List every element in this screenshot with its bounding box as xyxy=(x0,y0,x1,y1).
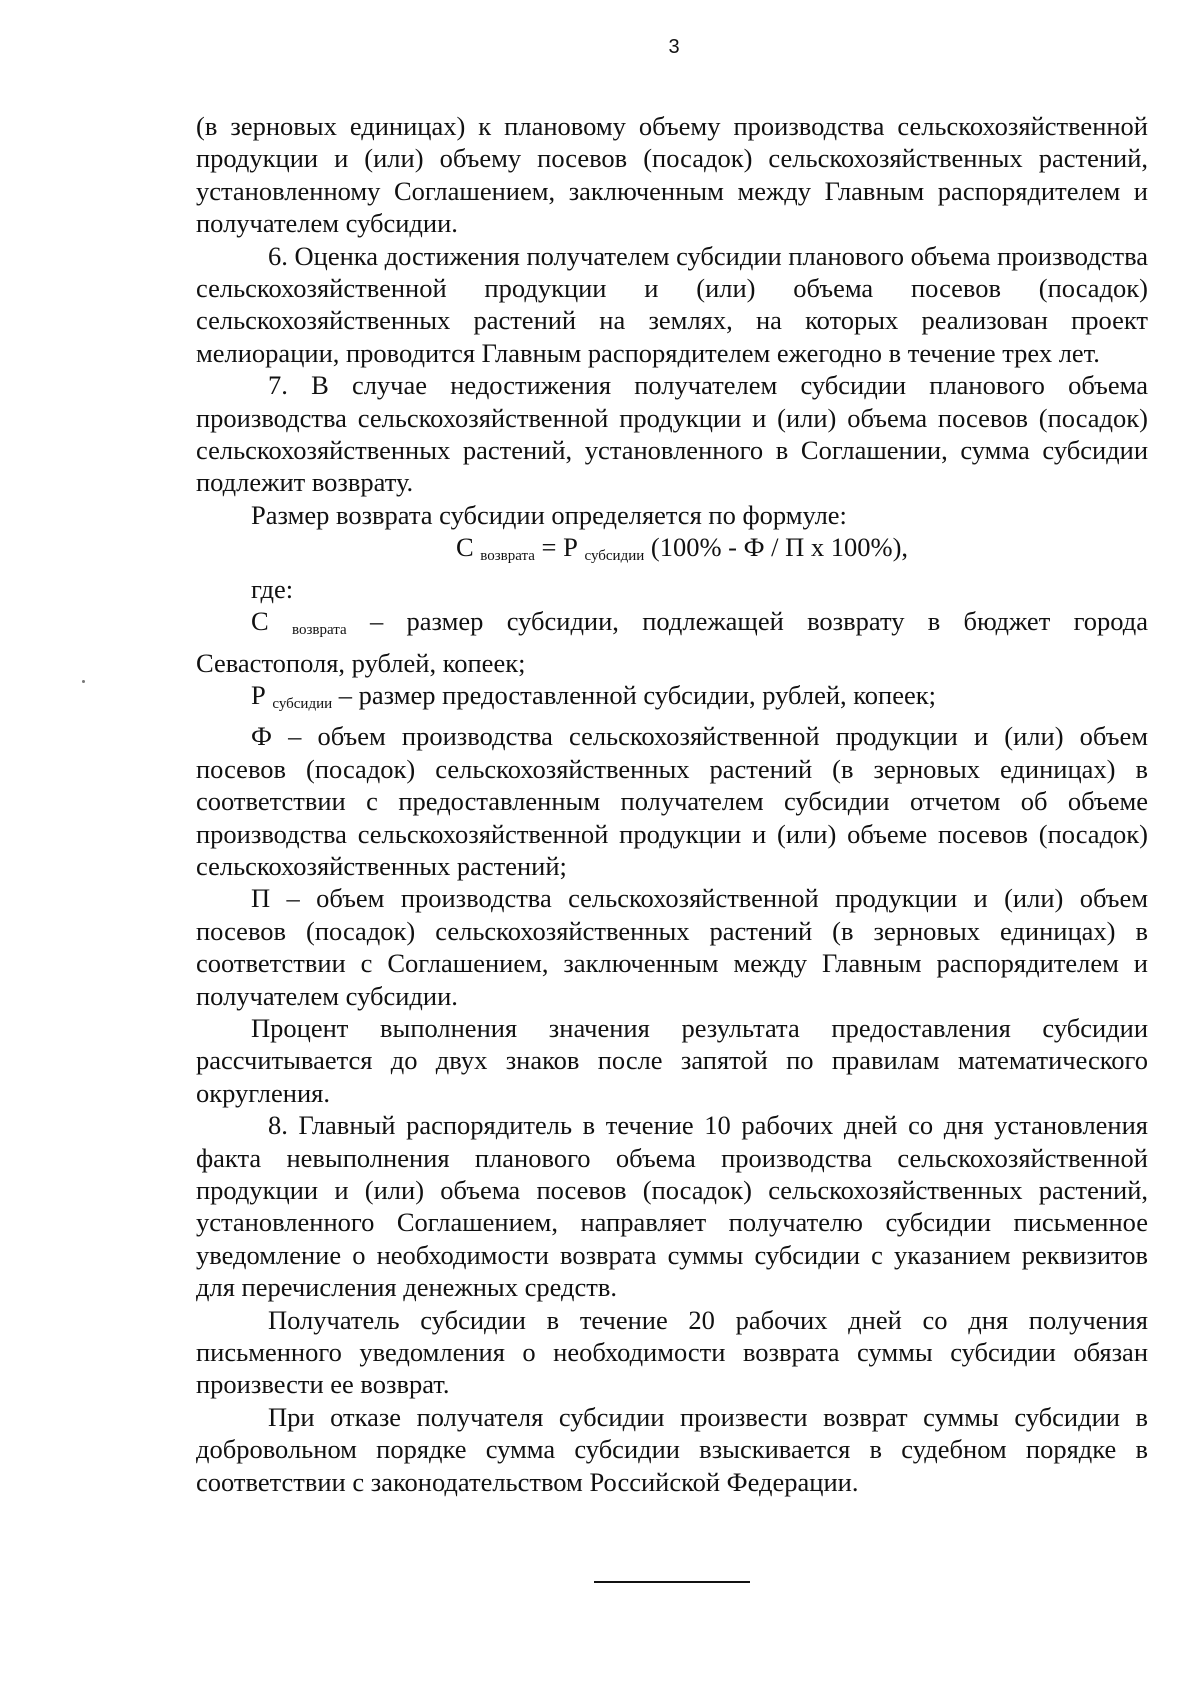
where-label: где: xyxy=(251,573,294,604)
paragraph-continuation: (в зерновых единицах) к плановому объему производства сельскохозяйственной продукции и (или) объему посевов (посадок) сельскохозяйственных растений, установленному Соглашением, заключенным между Главным распорядителем и получателем субсидии. xyxy=(196,111,1148,239)
formula-equals: = xyxy=(541,532,557,563)
formula-lhs-subscript: возврата xyxy=(480,548,535,565)
paragraph-7: 7. В случае недостижения получателем субсидии планового объема производства сельскохозяйственной продукции и (или) объема посевов (посадок) сельскохозяйственных растений, установленного в Соглашении, сумма субсидии подлежит возврату. xyxy=(196,370,1148,498)
paragraph-refusal: При отказе получателя субсидии произвести возврат суммы субсидии в добровольном порядке сумма субсидии взыскивается в судебном порядке в соответствии с законодательством Российской Федерации. xyxy=(196,1401,1148,1497)
formula-lhs-symbol: С xyxy=(455,532,474,563)
definition-r xyxy=(196,679,1148,720)
formula-rhs-subscript: субсидии xyxy=(584,548,645,565)
definition-c-symbol: С xyxy=(251,606,269,637)
formula-rhs-expression: (100% - Ф / П х 100%), xyxy=(650,532,909,563)
page-number: 3 xyxy=(668,36,680,58)
definition-c-subscript: возврата xyxy=(292,622,347,639)
document-body xyxy=(196,110,1148,1498)
end-of-document-rule xyxy=(594,1581,750,1583)
scan-speck xyxy=(82,680,85,683)
definition-c-text: – размер субсидии, подлежащей возврату в бюджет города Севастополя, рублей, копеек; xyxy=(196,606,1149,678)
paragraph-return-term: Получатель субсидии в течение 20 рабочих дней со дня получения письменного уведомления о необходимости возврата суммы субсидии обязан произвести ее возврат. xyxy=(196,1304,1148,1400)
definition-r-symbol: Р xyxy=(251,679,266,710)
formula xyxy=(196,531,1148,572)
formula-intro: Размер возврата субсидии определяется по формуле: xyxy=(251,499,847,530)
definition-p: П – объем производства сельскохозяйственной продукции и (или) объем посевов (посадок) сельскохозяйственных растений (в зерновых единицах) в соответствии с Соглашением, заключенным между Главным распорядителем и получателем субсидии. xyxy=(196,883,1148,1011)
paragraph-8: 8. Главный распорядитель в течение 10 рабочих дней со дня установления факта невыполнения планового объема производства сельскохозяйственной продукции и (или) объема посевов (посадок) сельскохозяйственных растений, установленного Соглашением, направляет получателю субсидии письменное уведомление о необходимости возврата суммы субсидии с указанием реквизитов для перечисления денежных средств. xyxy=(196,1110,1148,1303)
definition-r-subscript: субсидии xyxy=(272,695,333,712)
definition-f: Ф – объем производства сельскохозяйственной продукции и (или) объем посевов (посадок) сельскохозяйственных растений (в зерновых единицах) в соответствии с предоставленным получателем субсидии отчетом об объеме производства сельскохозяйственной продукции и (или) объеме посевов (посадок) сельскохозяйственных растений; xyxy=(196,721,1148,881)
definition-r-text: – размер предоставленной субсидии, рублей, копеек; xyxy=(338,679,936,710)
definition-c xyxy=(196,605,1148,679)
formula-rhs-symbol: Р xyxy=(563,532,578,563)
paragraph-6: 6. Оценка достижения получателем субсидии планового объема производства сельскохозяйственной продукции и (или) объема посевов (посадок) сельскохозяйственных растений на землях, на которых реализован проект мелиорации, проводится Главным распорядителем ежегодно в течение трех лет. xyxy=(196,240,1149,368)
percent-rounding-note: Процент выполнения значения результата предоставления субсидии рассчитывается до двух знаков после запятой по правилам математического округления. xyxy=(196,1012,1148,1108)
